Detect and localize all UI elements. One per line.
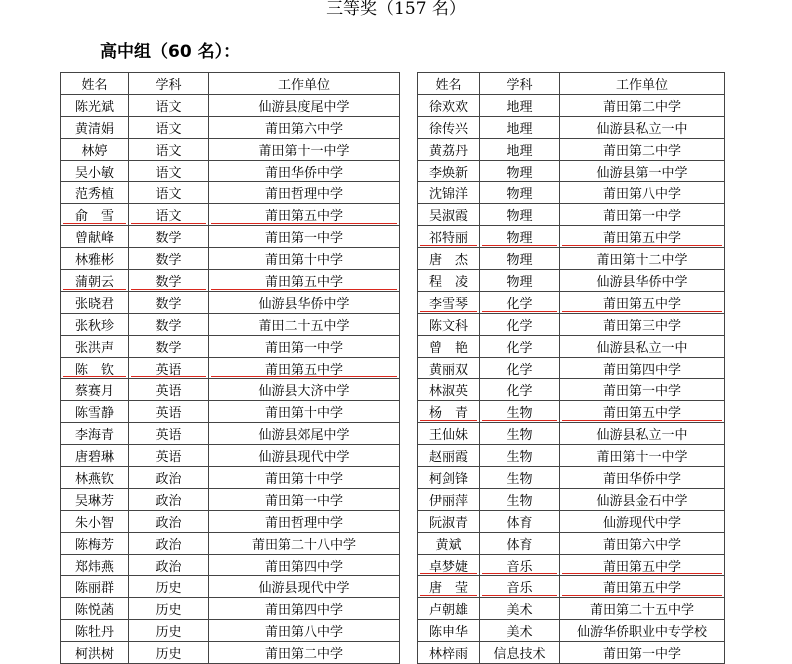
- cell-name-right: 徐传兴: [418, 116, 480, 138]
- cell-subject-left: 政治: [129, 532, 209, 554]
- cell-subject-left: 英语: [129, 357, 209, 379]
- cell-name-right: 赵丽霞: [418, 445, 480, 467]
- cell-name-right: 王仙妹: [418, 423, 480, 445]
- table-row: [61, 488, 725, 510]
- cell-unit-right: 莆田第五中学: [560, 576, 725, 598]
- cell-unit-left: 莆田第四中学: [209, 598, 400, 620]
- cell-name-left: 陈梅芳: [61, 532, 129, 554]
- cell-name-left: 张秋珍: [61, 313, 129, 335]
- cell-unit-left: 莆田第一中学: [209, 335, 400, 357]
- column-gap: [400, 94, 418, 116]
- cell-name-left: 陈 钦: [61, 357, 129, 379]
- column-gap: [400, 445, 418, 467]
- column-gap: [400, 423, 418, 445]
- cell-name-left: 林燕钦: [61, 467, 129, 489]
- cell-unit-left: 莆田第四中学: [209, 554, 400, 576]
- cell-name-left: 郑炜燕: [61, 554, 129, 576]
- table-row: [61, 357, 725, 379]
- cell-subject-right: 化学: [480, 379, 560, 401]
- cell-unit-right: 莆田华侨中学: [560, 467, 725, 489]
- cell-name-right: 杨 青: [418, 401, 480, 423]
- cell-unit-right: 莆田第五中学: [560, 291, 725, 313]
- column-gap: [400, 510, 418, 532]
- cell-unit-left: 莆田第五中学: [209, 204, 400, 226]
- cell-subject-right: 物理: [480, 204, 560, 226]
- cell-name-left: 陈丽群: [61, 576, 129, 598]
- cell-subject-left: 语文: [129, 138, 209, 160]
- cell-name-left: 林雅彬: [61, 248, 129, 270]
- cell-name-left: 张晓君: [61, 291, 129, 313]
- cell-subject-right: 地理: [480, 116, 560, 138]
- cell-subject-left: 英语: [129, 401, 209, 423]
- cell-unit-left: 莆田哲理中学: [209, 510, 400, 532]
- column-gap: [400, 554, 418, 576]
- cell-unit-right: 仙游县私立一中: [560, 335, 725, 357]
- cell-name-right: 徐欢欢: [418, 94, 480, 116]
- table-row: [61, 467, 725, 489]
- cell-subject-right: 体育: [480, 532, 560, 554]
- cell-unit-left: 莆田第十中学: [209, 467, 400, 489]
- cell-subject-left: 数学: [129, 248, 209, 270]
- cell-name-right: 卓梦婕: [418, 554, 480, 576]
- column-gap: [400, 116, 418, 138]
- header-subject-right: 学科: [480, 73, 560, 95]
- cell-name-left: 林婷: [61, 138, 129, 160]
- cell-subject-left: 政治: [129, 554, 209, 576]
- table-row: [61, 116, 725, 138]
- cell-name-right: 吴淑霞: [418, 204, 480, 226]
- group-heading: 高中组（60 名）：: [100, 42, 241, 62]
- cell-subject-left: 数学: [129, 270, 209, 292]
- table-row: [61, 423, 725, 445]
- cell-name-left: 陈牡丹: [61, 620, 129, 642]
- cell-subject-right: 物理: [480, 160, 560, 182]
- cell-unit-left: 莆田第六中学: [209, 116, 400, 138]
- column-gap: [400, 620, 418, 642]
- column-gap: [400, 182, 418, 204]
- cell-subject-right: 体育: [480, 510, 560, 532]
- cell-name-right: 黄荔丹: [418, 138, 480, 160]
- cell-subject-left: 语文: [129, 94, 209, 116]
- table-row: [61, 642, 725, 664]
- cell-unit-right: 莆田第五中学: [560, 401, 725, 423]
- cell-name-right: 陈文科: [418, 313, 480, 335]
- cell-subject-right: 音乐: [480, 576, 560, 598]
- cell-name-right: 唐 杰: [418, 248, 480, 270]
- cell-unit-left: 莆田第一中学: [209, 226, 400, 248]
- cell-name-right: 李焕新: [418, 160, 480, 182]
- cell-unit-right: 莆田第六中学: [560, 532, 725, 554]
- cell-subject-right: 生物: [480, 467, 560, 489]
- cell-name-right: 阮淑青: [418, 510, 480, 532]
- table-row: [61, 138, 725, 160]
- table-row: [61, 248, 725, 270]
- column-gap: [400, 270, 418, 292]
- cell-unit-right: 莆田第一中学: [560, 379, 725, 401]
- cell-subject-left: 英语: [129, 423, 209, 445]
- cell-subject-right: 化学: [480, 313, 560, 335]
- cell-subject-left: 历史: [129, 620, 209, 642]
- cell-subject-right: 信息技术: [480, 642, 560, 664]
- award-table: [60, 72, 725, 664]
- cell-unit-right: 仙游县华侨中学: [560, 270, 725, 292]
- cell-unit-right: 莆田第八中学: [560, 182, 725, 204]
- cell-name-left: 黄清娟: [61, 116, 129, 138]
- cell-subject-right: 化学: [480, 335, 560, 357]
- cell-subject-left: 政治: [129, 467, 209, 489]
- header-unit-right: 工作单位: [560, 73, 725, 95]
- table-row: [61, 160, 725, 182]
- cell-subject-left: 英语: [129, 445, 209, 467]
- cell-name-left: 张洪声: [61, 335, 129, 357]
- cell-subject-left: 语文: [129, 116, 209, 138]
- cell-unit-left: 莆田第二中学: [209, 642, 400, 664]
- cell-subject-right: 美术: [480, 598, 560, 620]
- cell-name-right: 黄丽双: [418, 357, 480, 379]
- cell-subject-left: 语文: [129, 204, 209, 226]
- header-name-left: 姓名: [61, 73, 129, 95]
- cell-subject-left: 历史: [129, 598, 209, 620]
- cell-name-left: 曾献峰: [61, 226, 129, 248]
- cell-unit-left: 莆田第十中学: [209, 248, 400, 270]
- cell-name-right: 林梓雨: [418, 642, 480, 664]
- cell-subject-right: 生物: [480, 488, 560, 510]
- cell-unit-right: 莆田第五中学: [560, 554, 725, 576]
- table-row: [61, 620, 725, 642]
- table-row: [61, 226, 725, 248]
- cell-subject-right: 生物: [480, 445, 560, 467]
- cell-unit-right: 仙游县第一中学: [560, 160, 725, 182]
- column-gap: [400, 467, 418, 489]
- cell-subject-left: 历史: [129, 576, 209, 598]
- table-row: [61, 554, 725, 576]
- cell-unit-left: 莆田第十一中学: [209, 138, 400, 160]
- cell-unit-left: 仙游县度尾中学: [209, 94, 400, 116]
- cell-name-left: 蔡赛月: [61, 379, 129, 401]
- cell-unit-right: 仙游现代中学: [560, 510, 725, 532]
- cell-name-right: 祁特丽: [418, 226, 480, 248]
- table-row: [61, 270, 725, 292]
- cell-name-left: 陈光斌: [61, 94, 129, 116]
- cell-unit-right: 莆田第一中学: [560, 642, 725, 664]
- cell-unit-left: 莆田第八中学: [209, 620, 400, 642]
- cell-unit-right: 仙游县金石中学: [560, 488, 725, 510]
- column-gap: [400, 248, 418, 270]
- cell-name-left: 柯洪树: [61, 642, 129, 664]
- cell-subject-right: 物理: [480, 182, 560, 204]
- cell-name-left: 范秀植: [61, 182, 129, 204]
- cell-name-right: 黄斌: [418, 532, 480, 554]
- cell-name-left: 吴琳芳: [61, 488, 129, 510]
- header-subject-left: 学科: [129, 73, 209, 95]
- cell-unit-left: 莆田第五中学: [209, 357, 400, 379]
- cell-unit-left: 莆田华侨中学: [209, 160, 400, 182]
- cell-name-right: 伊丽萍: [418, 488, 480, 510]
- cell-name-right: 李雪琴: [418, 291, 480, 313]
- cell-name-right: 卢朝雄: [418, 598, 480, 620]
- column-gap: [400, 313, 418, 335]
- cell-subject-right: 化学: [480, 291, 560, 313]
- column-gap: [400, 73, 418, 95]
- cell-name-left: 朱小智: [61, 510, 129, 532]
- cell-subject-right: 地理: [480, 138, 560, 160]
- column-gap: [400, 379, 418, 401]
- cell-subject-right: 物理: [480, 248, 560, 270]
- cell-subject-left: 数学: [129, 291, 209, 313]
- cell-unit-left: 仙游县郊尾中学: [209, 423, 400, 445]
- cell-subject-left: 政治: [129, 510, 209, 532]
- cell-name-left: 蒲朝云: [61, 270, 129, 292]
- cell-unit-right: 莆田第一中学: [560, 204, 725, 226]
- table-row: [61, 445, 725, 467]
- cell-unit-right: 仙游县私立一中: [560, 116, 725, 138]
- cell-unit-left: 莆田哲理中学: [209, 182, 400, 204]
- column-gap: [400, 160, 418, 182]
- cell-unit-right: 莆田第三中学: [560, 313, 725, 335]
- cell-unit-left: 莆田二十五中学: [209, 313, 400, 335]
- cell-name-right: 林淑英: [418, 379, 480, 401]
- cell-unit-left: 莆田第五中学: [209, 270, 400, 292]
- cell-unit-left: 仙游县大济中学: [209, 379, 400, 401]
- column-gap: [400, 576, 418, 598]
- table-row: [61, 313, 725, 335]
- header-name-right: 姓名: [418, 73, 480, 95]
- cell-subject-right: 生物: [480, 401, 560, 423]
- cell-name-left: 陈悦菡: [61, 598, 129, 620]
- header-unit-left: 工作单位: [209, 73, 400, 95]
- table-row: [61, 598, 725, 620]
- cell-subject-left: 数学: [129, 313, 209, 335]
- cell-unit-right: 仙游华侨职业中专学校: [560, 620, 725, 642]
- cell-unit-left: 莆田第一中学: [209, 488, 400, 510]
- cell-unit-right: 莆田第二中学: [560, 138, 725, 160]
- column-gap: [400, 401, 418, 423]
- column-gap: [400, 226, 418, 248]
- cell-unit-left: 仙游县现代中学: [209, 576, 400, 598]
- table-row: [61, 510, 725, 532]
- cell-name-left: 唐碧琳: [61, 445, 129, 467]
- table-header-row: [61, 73, 725, 95]
- table-row: [61, 291, 725, 313]
- cell-subject-right: 生物: [480, 423, 560, 445]
- table-row: [61, 335, 725, 357]
- column-gap: [400, 204, 418, 226]
- cell-unit-left: 莆田第十中学: [209, 401, 400, 423]
- table-row: [61, 379, 725, 401]
- cell-name-right: 陈申华: [418, 620, 480, 642]
- cell-subject-right: 物理: [480, 226, 560, 248]
- cell-unit-right: 仙游县私立一中: [560, 423, 725, 445]
- award-title: 三等奖（157 名）: [326, 0, 466, 19]
- cell-unit-right: 莆田第四中学: [560, 357, 725, 379]
- cell-subject-right: 地理: [480, 94, 560, 116]
- cell-name-right: 唐 莹: [418, 576, 480, 598]
- column-gap: [400, 488, 418, 510]
- cell-subject-left: 政治: [129, 488, 209, 510]
- cell-subject-left: 语文: [129, 160, 209, 182]
- cell-name-right: 程 凌: [418, 270, 480, 292]
- column-gap: [400, 357, 418, 379]
- cell-subject-left: 历史: [129, 642, 209, 664]
- cell-unit-right: 莆田第十一中学: [560, 445, 725, 467]
- cell-name-right: 曾 艳: [418, 335, 480, 357]
- cell-unit-right: 莆田第五中学: [560, 226, 725, 248]
- column-gap: [400, 532, 418, 554]
- cell-name-right: 柯剑锋: [418, 467, 480, 489]
- cell-subject-right: 美术: [480, 620, 560, 642]
- cell-unit-right: 莆田第二中学: [560, 94, 725, 116]
- table-row: [61, 576, 725, 598]
- column-gap: [400, 598, 418, 620]
- cell-unit-right: 莆田第十二中学: [560, 248, 725, 270]
- cell-name-left: 李海青: [61, 423, 129, 445]
- cell-subject-right: 化学: [480, 357, 560, 379]
- table-row: [61, 94, 725, 116]
- column-gap: [400, 291, 418, 313]
- cell-unit-left: 仙游县现代中学: [209, 445, 400, 467]
- table-row: [61, 401, 725, 423]
- cell-unit-left: 仙游县华侨中学: [209, 291, 400, 313]
- cell-subject-right: 音乐: [480, 554, 560, 576]
- cell-name-left: 陈雪静: [61, 401, 129, 423]
- table-row: [61, 532, 725, 554]
- cell-name-left: 俞 雪: [61, 204, 129, 226]
- cell-subject-left: 数学: [129, 226, 209, 248]
- table-row: [61, 182, 725, 204]
- cell-name-right: 沈锦洋: [418, 182, 480, 204]
- cell-subject-left: 英语: [129, 379, 209, 401]
- cell-subject-left: 数学: [129, 335, 209, 357]
- cell-unit-right: 莆田第二十五中学: [560, 598, 725, 620]
- cell-subject-left: 语文: [129, 182, 209, 204]
- column-gap: [400, 138, 418, 160]
- column-gap: [400, 335, 418, 357]
- column-gap: [400, 642, 418, 664]
- cell-subject-right: 物理: [480, 270, 560, 292]
- cell-unit-left: 莆田第二十八中学: [209, 532, 400, 554]
- cell-name-left: 吴小敏: [61, 160, 129, 182]
- table-row: [61, 204, 725, 226]
